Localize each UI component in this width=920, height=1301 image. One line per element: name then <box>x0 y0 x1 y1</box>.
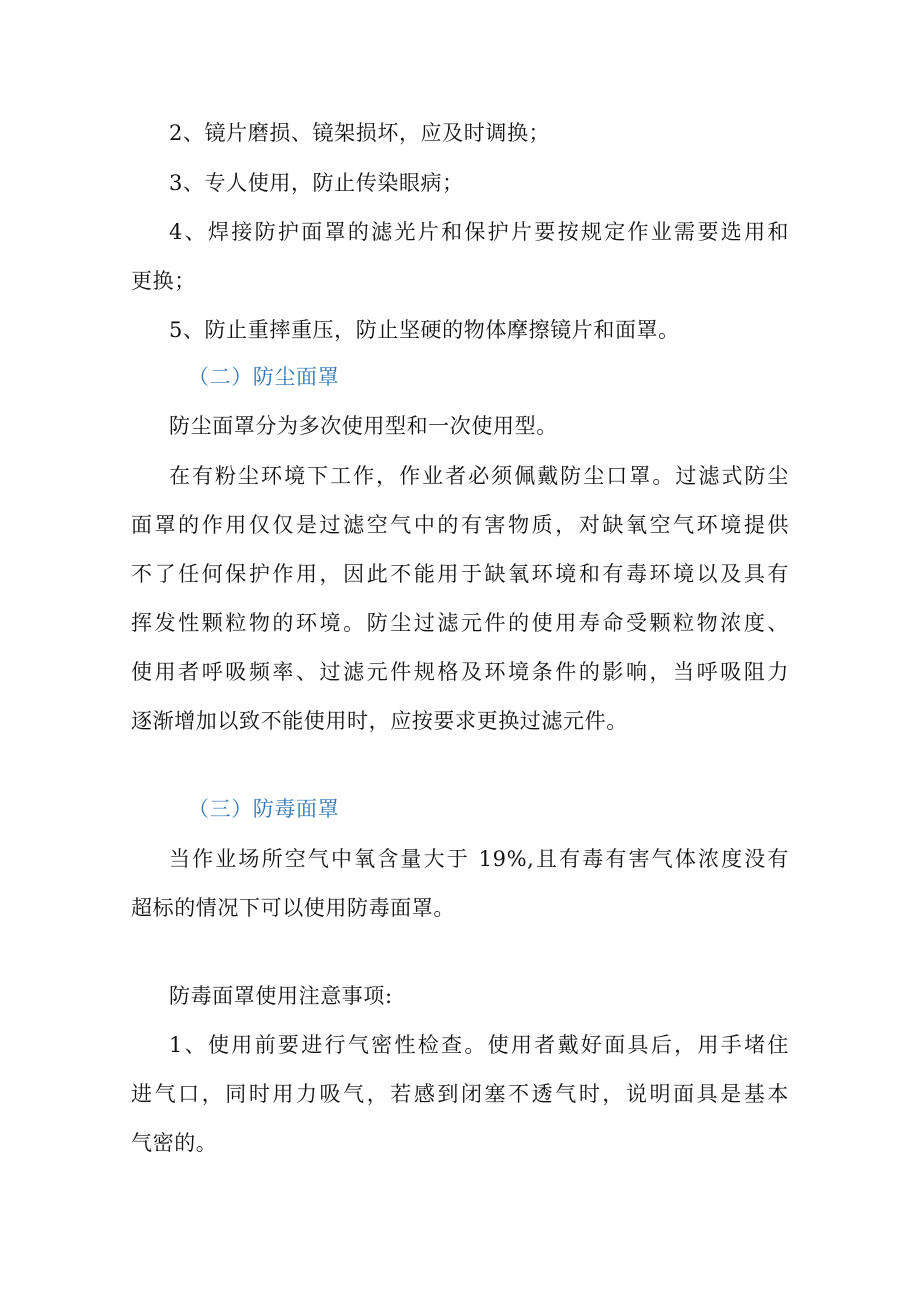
paragraph-dust-line-1: 在有粉尘环境下工作，作业者必须佩戴防尘口罩。过滤式防尘 <box>169 464 789 488</box>
paragraph-dust-types: 防尘面罩分为多次使用型和一次使用型。 <box>169 414 558 438</box>
section-heading-gas-mask: （三）防毒面罩 <box>188 797 340 821</box>
section-heading-dust-mask: （二）防尘面罩 <box>188 365 340 389</box>
list-item-4-line-1: 4、焊接防护面罩的滤光片和保护片要按规定作业需要选用和 <box>169 220 789 244</box>
note-1-line-1: 1、使用前要进行气密性检查。使用者戴好面具后，用手堵住 <box>169 1033 789 1057</box>
paragraph-gas-line-2: 超标的情况下可以使用防毒面罩。 <box>131 896 455 920</box>
paragraph-dust-line-6: 逐渐增加以致不能使用时，应按要求更换过滤元件。 <box>131 709 628 733</box>
paragraph-dust-line-5: 使用者呼吸频率、过滤元件规格及环境条件的影响，当呼吸阻力 <box>131 660 789 684</box>
notes-heading: 防毒面罩使用注意事项: <box>169 984 393 1008</box>
paragraph-dust-line-2: 面罩的作用仅仅是过滤空气中的有害物质，对缺氧空气环境提供 <box>131 513 789 537</box>
list-item-4-line-2: 更换； <box>131 269 196 293</box>
paragraph-dust-line-4: 挥发性颗粒物的环境。防尘过滤元件的使用寿命受颗粒物浓度、 <box>131 611 789 635</box>
note-1-line-3: 气密的。 <box>131 1131 218 1155</box>
paragraph-gas-line-1: 当作业场所空气中氧含量大于 19%,且有毒有害气体浓度没有 <box>169 847 789 871</box>
note-1-line-2: 进气口，同时用力吸气，若感到闭塞不透气时，说明面具是基本 <box>131 1082 789 1106</box>
list-item-3: 3、专人使用，防止传染眼病； <box>169 171 464 195</box>
paragraph-dust-line-3: 不了任何保护作用，因此不能用于缺氧环境和有毒环境以及具有 <box>131 562 789 586</box>
list-item-2: 2、镜片磨损、镜架损坏，应及时调换； <box>169 121 551 145</box>
list-item-5: 5、防止重摔重压，防止坚硬的物体摩擦镜片和面罩。 <box>169 318 680 342</box>
